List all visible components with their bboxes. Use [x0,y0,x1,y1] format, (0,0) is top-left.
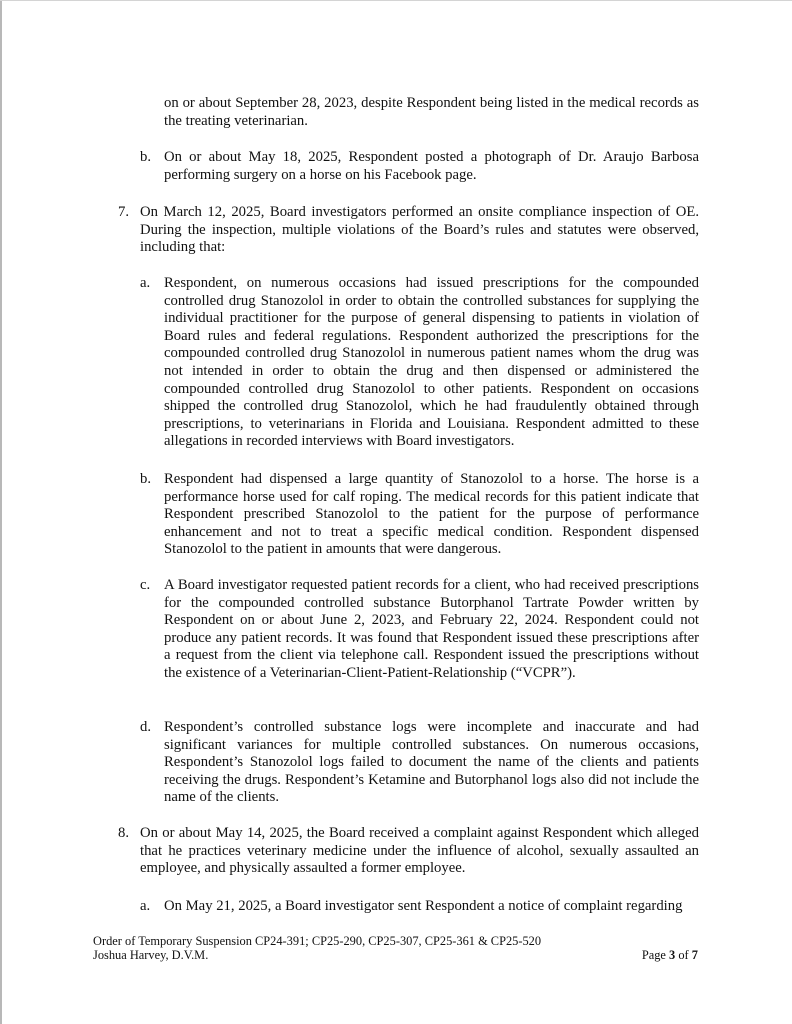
item-7b-text: Respondent had dispensed a large quantity of Stanozolol to a horse. The horse is a performance horse used for calf roping. The medical records for this patient indicate that Respondent prescribed Stanozolol to the patient for the purpose of performance enhancement and not to treat a specific medical condition. Respondent dispensed Stanozolol to the patient in amounts that were dangerous. [164,471,699,558]
item-7a-marker: a. [140,275,151,291]
item-8a-text: On May 21, 2025, a Board investigator sent Respondent a notice of complaint regarding [164,898,683,914]
page-top-edge [0,0,792,1]
page-number-total: 7 [691,948,698,962]
item-7d-text: Respondent’s controlled substance logs were incomplete and inaccurate and had significant variances for multiple controlled substances. On numerous occasions, Respondent’s Stanozolol logs failed to document the name of the clients and patients receiving the drugs. Respondent’s Ketamine and Butorphanol logs also did not include the name of the clients. [164,719,699,806]
item-8-text: On or about May 14, 2025, the Board received a complaint against Respondent which alleged that he practices veterinary medicine under the influence of alcohol, sexually assaulted an employee, and physically assaulted a former employee. [140,825,699,877]
item-8a-marker: a. [140,898,151,914]
item-7c-marker: c. [140,577,151,593]
page-left-edge [0,0,2,1024]
item-6b-text: On or about May 18, 2025, Respondent posted a photograph of Dr. Araujo Barbosa performing surgery on a horse on his Facebook page. [164,149,699,183]
item-7a-text: Respondent, on numerous occasions had issued prescriptions for the compounded controlled drug Stanozolol in order to obtain the controlled substances for supplying the individual practitioner for the purpose of general dispensing to patients in violation of Board rules and federal regulations. Respondent authorized the prescriptions for the compounded controlled drug Stanozolol in numerous patient names whom the drug was not intended in order to obtain the drug and then dispensed or administered the compounded controlled drug Stanozolol to other patients. Respondent on occasions shipped the controlled drug Stanozolol, which he had fraudulently obtained through prescriptions, to veterinarians in Florida and Louisiana. Respondent admitted to these allegations in recorded interviews with Board investigators. [164,275,699,450]
continuation-paragraph: on or about September 28, 2023, despite Respondent being listed in the medical records as the treating veterinarian. [164,95,699,129]
item-8-marker: 8. [118,825,130,841]
item-7c-text: A Board investigator requested patient records for a client, who had received prescriptions for the compounded controlled substance Butorphanol Tartrate Powder written by Respondent on or about June 2, 2023, and February 22, 2024. Respondent could not produce any patient records. It was found that Respondent issued these prescriptions after a request from the client via telephone call. Respondent issued the prescriptions without the existence of a Veterinarian-Client-Patient-Relationship (“VCPR”). [164,577,699,681]
item-7d-marker: d. [140,719,152,735]
item-7-marker: 7. [118,204,130,220]
footer-respondent-line: Joshua Harvey, D.V.M. [93,948,209,962]
page-number-of: of [678,948,689,962]
page-number [642,948,698,963]
page-number-prefix: Page [641,948,666,962]
item-7-text: On March 12, 2025, Board investigators performed an onsite compliance inspection of OE. During the inspection, multiple violations of the Board’s rules and statutes were observed, including that: [140,204,699,256]
footer-order-line: Order of Temporary Suspension CP24-391; CP25-290, CP25-307, CP25-361 & CP25-520 [93,934,542,948]
item-7b-marker: b. [140,471,152,487]
page-number-current: 3 [669,948,676,962]
item-6b-marker: b. [140,149,152,165]
